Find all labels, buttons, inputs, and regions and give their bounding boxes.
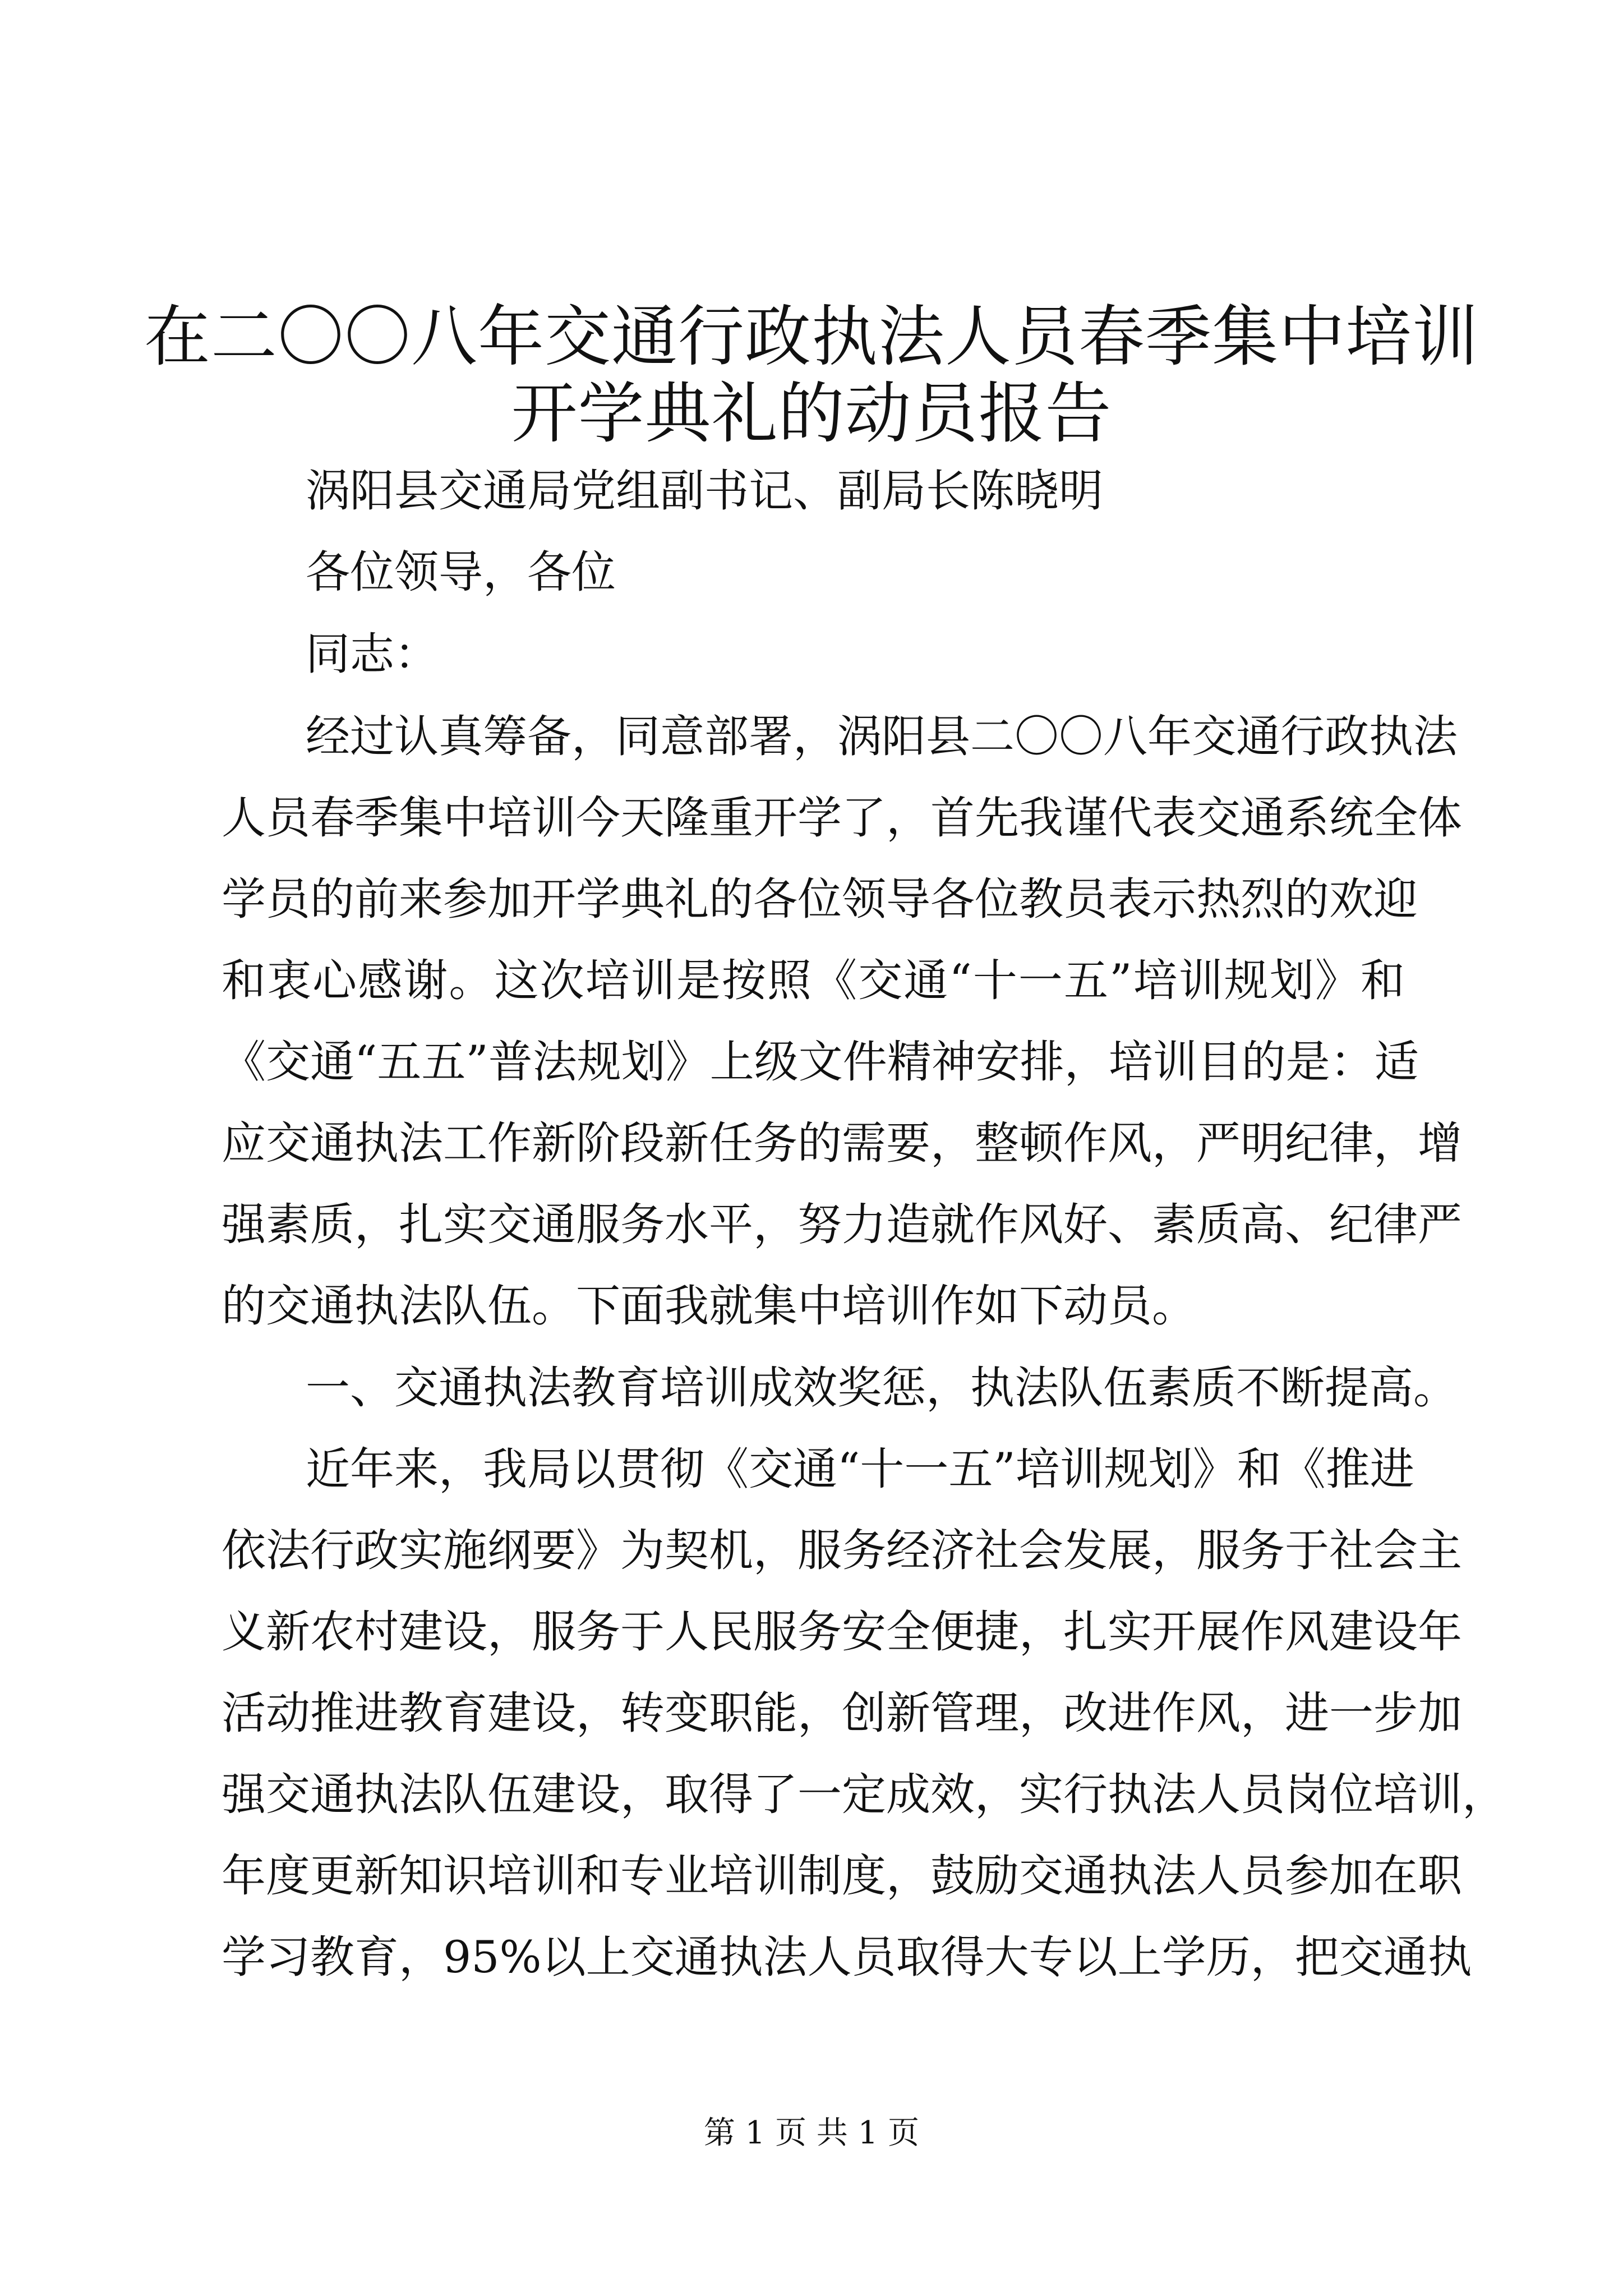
paragraph-line: 应交通执法工作新阶段新任务的需要，整顿作风，严明纪律，增 xyxy=(222,1117,1462,1169)
page-number-footer: 第 1 页 共 1 页 xyxy=(703,2115,920,2151)
paragraph-line: 强素质，扎实交通服务水平，努力造就作风好、素质高、纪律严 xyxy=(222,1199,1462,1250)
paragraph-line: 和衷心感谢。这次培训是按照《交通“十一五”培训规划》和 xyxy=(222,955,1405,1006)
document-title-line-1: 在二〇〇八年交通行政执法人员春季集中培训 xyxy=(144,298,1479,375)
paragraph-line: 义新农村建设，服务于人民服务安全便捷，扎实开展作风建设年 xyxy=(222,1606,1462,1658)
paragraph-line: 人员春季集中培训今天隆重开学了，首先我谨代表交通系统全体 xyxy=(222,792,1462,844)
author-line: 涡阳县交通局党组副书记、副局长陈晓明 xyxy=(306,465,1103,517)
section-heading: 一、交通执法教育培训成效奖惩，执法队伍素质不断提高。 xyxy=(306,1362,1458,1414)
salutation-line-1: 各位领导，各位 xyxy=(306,546,616,598)
salutation-line-2: 同志： xyxy=(306,628,439,680)
paragraph-line: 的交通执法队伍。下面我就集中培训作如下动员。 xyxy=(222,1280,1196,1332)
paragraph-line: 学习教育，95%以上交通执法人员取得大专以上学历，把交通执 xyxy=(222,1931,1472,1983)
paragraph-line: 年度更新知识培训和专业培训制度，鼓励交通执法人员参加在职 xyxy=(222,1850,1462,1902)
paragraph-line: 依法行政实施纲要》为契机，服务经济社会发展，服务于社会主 xyxy=(222,1525,1462,1576)
document-title-line-2: 开学典礼的动员报告 xyxy=(511,375,1112,452)
paragraph-line: 活动推进教育建设，转变职能，创新管理，改进作风，进一步加 xyxy=(222,1687,1462,1739)
paragraph-line: 强交通执法队伍建设，取得了一定成效，实行执法人员岗位培训， xyxy=(222,1769,1506,1820)
paragraph-line: 《交通“五五”普法规划》上级文件精神安排，培训目的是：适 xyxy=(222,1036,1419,1088)
paragraph-line: 近年来，我局以贯彻《交通“十一五”培训规划》和《推进 xyxy=(306,1443,1414,1495)
paragraph-line: 学员的前来参加开学典礼的各位领导各位教员表示热烈的欢迎 xyxy=(222,873,1418,925)
paragraph-line: 经过认真筹备，同意部署，涡阳县二〇〇八年交通行政执法 xyxy=(306,711,1458,762)
